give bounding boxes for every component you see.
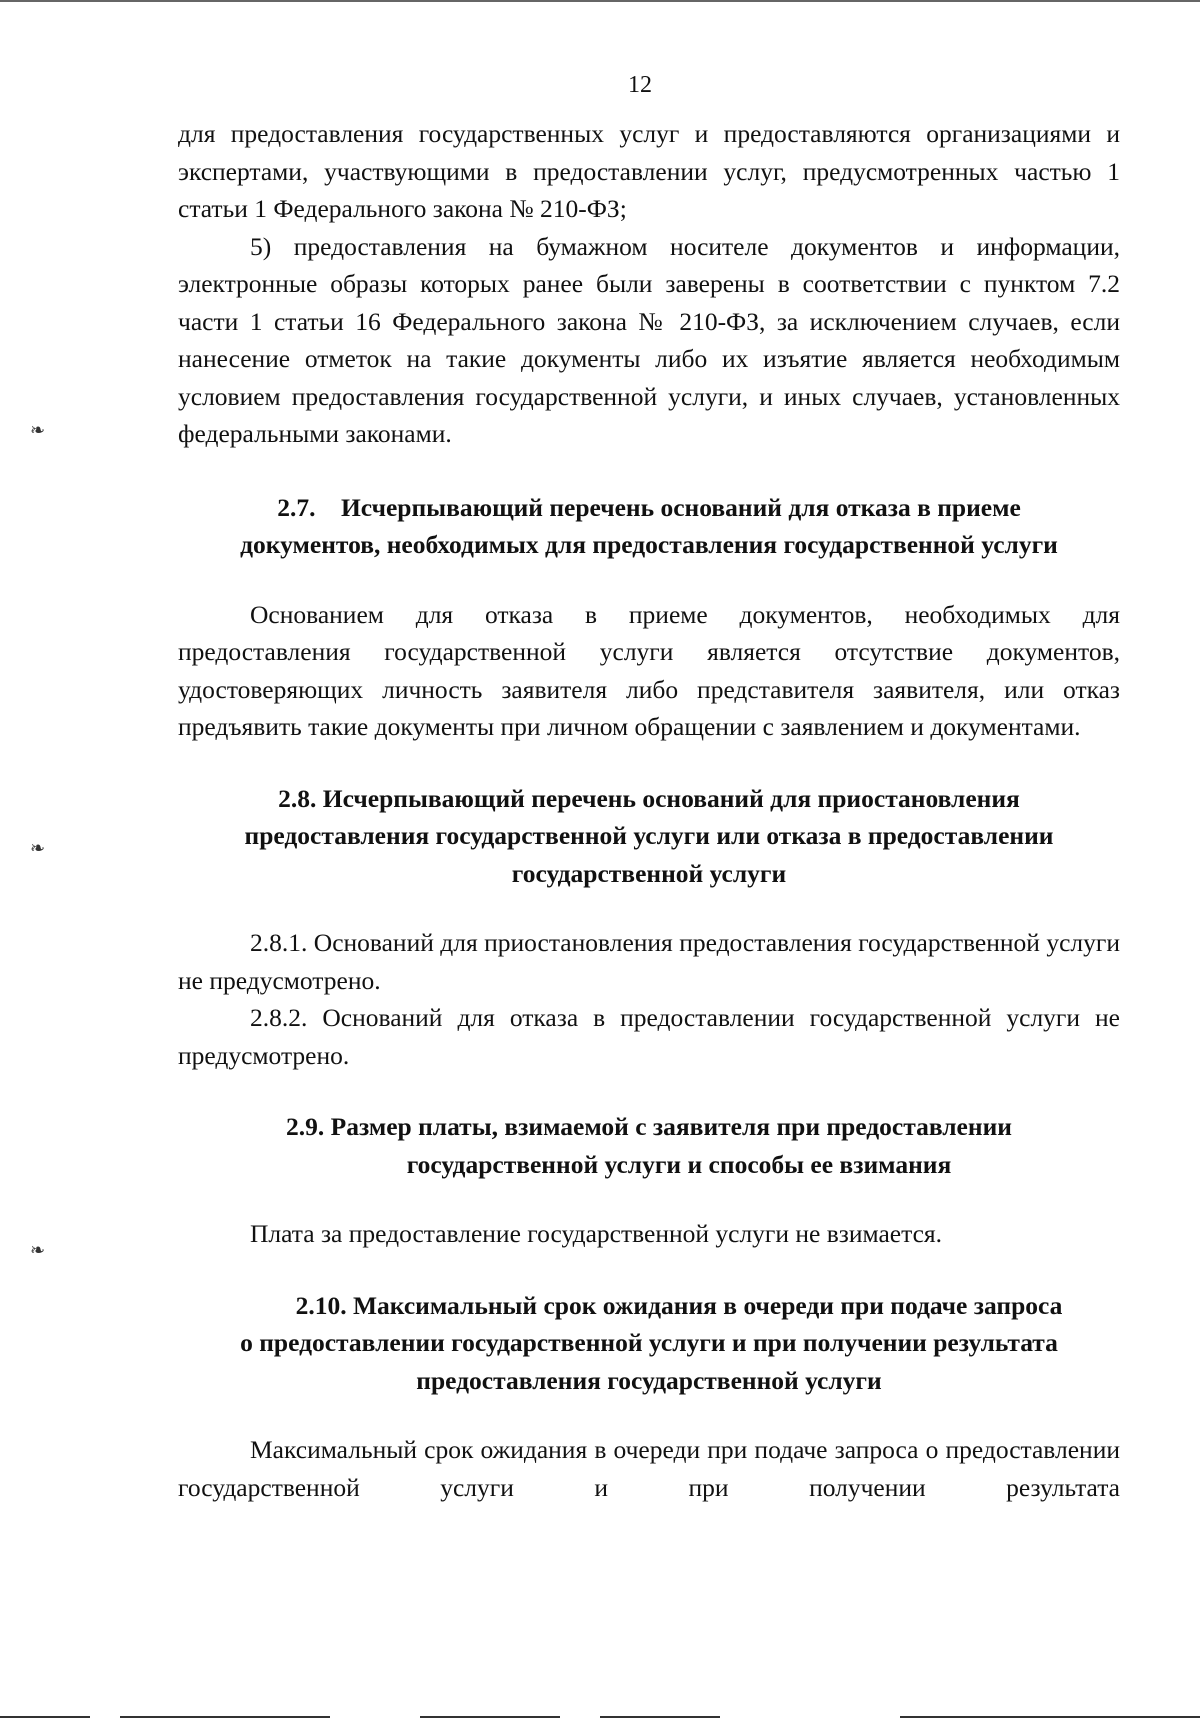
paragraph: 2.8.2. Оснований для отказа в предоставлении государственной услуги не предусмотрено. — [178, 1003, 1120, 1070]
paragraph: 5) предоставления на бумажном носителе документов и информации, электронные образы которых ранее были заверены в соответствии с пунктом 7.2 части 1 статьи 16 Федерального закона № 210-ФЗ, за исключением случаев, если нанесение отметок на такие документы либо их изъятие является необходимым условием предоставления государственной услуги, и иных случаев, установленных федеральными законами. — [178, 231, 1120, 448]
heading-line: 2.7. Исчерпывающий перечень оснований для отказа в приеме — [277, 492, 1021, 522]
heading-line: 2.8. Исчерпывающий перечень оснований для приостановления — [278, 783, 1020, 813]
section-heading-2-10 — [178, 1287, 1120, 1400]
heading-line: государственной услуги — [511, 858, 787, 888]
section-heading-2-9 — [178, 1108, 1120, 1183]
heading-line: 2.10. Максимальный срок ожидания в очереди при подаче запроса — [295, 1290, 1063, 1320]
scan-edge-top — [0, 0, 1200, 2]
paragraph: 2.8.1. Оснований для приостановления предоставления государственной услуги не предусмотрено. — [178, 928, 1120, 995]
paragraph: для предоставления государственных услуг и предоставляются организациями и экспертами, участвующими в предоставлении услуг, предусмотренных частью 1 статьи 1 Федерального закона № 210-ФЗ; — [178, 119, 1120, 223]
heading-line: предоставления государственной услуги — [416, 1365, 882, 1395]
paragraph: Основанием для отказа в приеме документов, необходимых для предоставления государственной услуги является отсутствие документов, удостоверяющих личность заявителя либо представителя заявителя, или отказ предъявить такие документы при личном обращении с заявлением и документами. — [178, 599, 1120, 741]
paragraph: Плата за предоставление государственной услуги не взимается. — [250, 1219, 942, 1248]
heading-line: 2.9. Размер платы, взимаемой с заявителя при предоставлении — [286, 1112, 1012, 1141]
section-heading-2-7 — [178, 489, 1120, 564]
margin-stamp-mark: ❧ — [30, 838, 46, 858]
page-number: 12 — [628, 72, 652, 98]
paragraph: Максимальный срок ожидания в очереди при подаче запроса о предоставлении государственной услуги и при получении результата — [178, 1435, 1120, 1502]
scan-edge-bottom — [0, 1716, 1200, 1718]
margin-stamp-mark: ❧ — [30, 1240, 46, 1260]
heading-line: предоставления государственной услуги или отказа в предоставлении — [244, 821, 1054, 850]
heading-line: документов, необходимых для предоставления государственной услуги — [240, 530, 1058, 559]
document-body — [178, 115, 1120, 1506]
heading-line: о предоставлении государственной услуги и при получении результата — [240, 1328, 1058, 1357]
section-heading-2-8 — [178, 780, 1120, 893]
margin-stamp-mark: ❧ — [30, 420, 46, 440]
heading-line: государственной услуги и способы ее взимания — [406, 1149, 952, 1179]
